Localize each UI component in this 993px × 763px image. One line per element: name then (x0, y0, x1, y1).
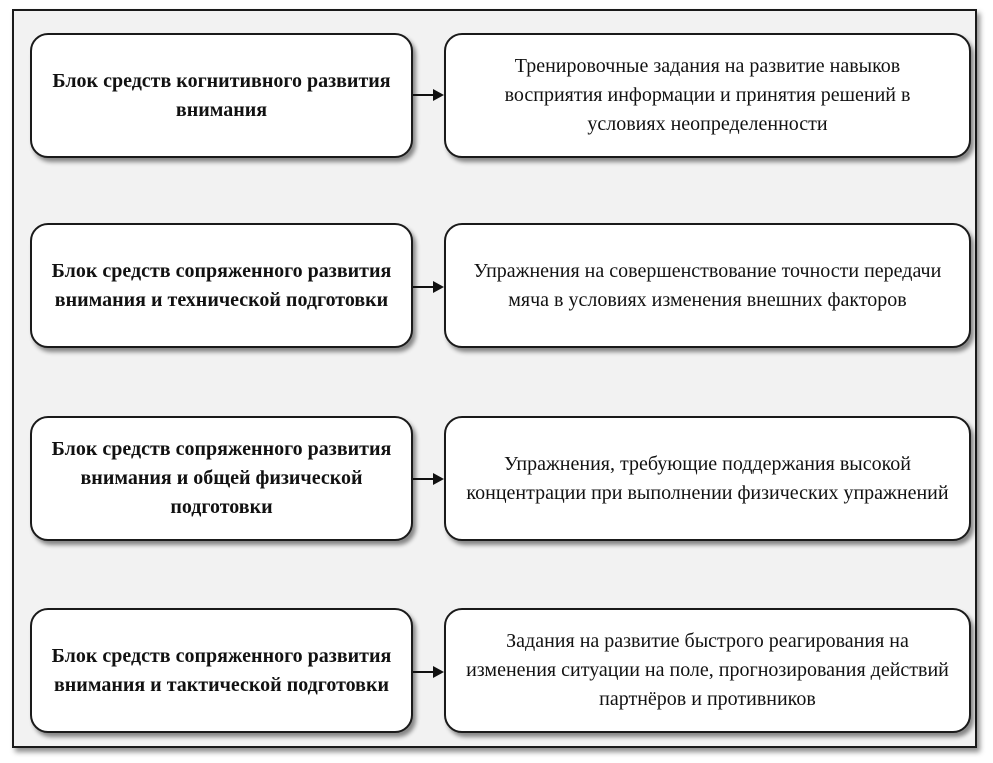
arrow-right-icon (413, 280, 444, 294)
arrow-right-icon (413, 665, 444, 679)
content-box-cognitive (444, 33, 971, 158)
block-box-tactical (30, 608, 413, 733)
block-label: Блок средств когнитивного развития внимания (52, 69, 391, 121)
block-label: Блок средств сопряженного развития внимания и общей физической подготовки (51, 438, 392, 518)
content-box-physical (444, 416, 971, 541)
content-label: Тренировочные задания на развитие навыков восприятия информации и принятия решений в условиях неопределенности (504, 55, 911, 135)
content-label: Задания на развитие быстрого реагирования на изменения ситуации на поле, прогнозирования действий партнёров и противников (466, 630, 949, 710)
content-label: Упражнения, требующие поддержания высокой концентрации при выполнении физических упражнений (466, 452, 949, 504)
block-box-physical (30, 416, 413, 541)
arrow-right-icon (413, 472, 444, 486)
content-box-tactical (444, 608, 971, 733)
content-box-technical (444, 223, 971, 348)
block-box-technical (30, 223, 413, 348)
block-box-cognitive (30, 33, 413, 158)
arrow-right-icon (413, 88, 444, 102)
block-label: Блок средств сопряженного развития внимания и технической подготовки (51, 259, 392, 311)
content-label: Упражнения на совершенствование точности передачи мяча в условиях изменения внешних факторов (473, 259, 942, 311)
block-label: Блок средств сопряженного развития внимания и тактической подготовки (51, 644, 392, 696)
